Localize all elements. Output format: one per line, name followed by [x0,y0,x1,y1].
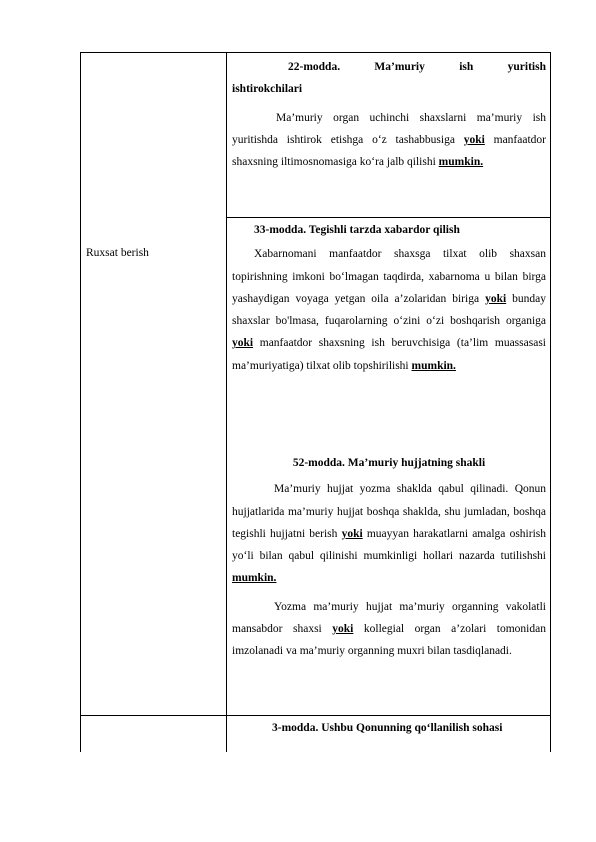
article-52-paragraph-1: Ma’muriy hujjat yozma shaklda qabul qilinadi. Qonun hujjatlarida ma’muriy hujjat boshqa shaklda, shu jumladan, boshqa tegishli hujjatni berish yoki muayyan harakatlarni amalga oshirish yo‘li bilan qabul qilinishi mumkinligi hollari nazarda tutilishshi mumkin. [232,483,546,585]
yoki-emphasis: yoki [332,623,354,636]
article-22-text: Ma’muriy organ uchinchi shaxslarni ma’muriy ish yuritishda ishtirok etishga o‘z tashabbusiga yoki manfaatdor shaxsning iltimosnomasiga ko‘ra jalb qilishi mumkin. [232,111,546,169]
article-33-text: Xabarnomani manfaatdor shaxsga tilxat olib shaxsan topirishning imkoni bo‘lmagan taqdirda, xabarnoma u bilan birga yashaydigan voyaga yetgan oila a’zolaridan biriga yoki bunday shaxslar bo'lmasa, fuqarolarning o‘zini o‘zi boshqarish organiga yoki manfaatdor shaxsning ish beruvchisiga (ta’lim muassasasi ma’muriyatiga) tilxat olib topshirilishi mumkin. [232,248,546,372]
article-52-paragraph-2: Yozma ma’muriy hujjat ma’muriy organning vakolatli mansabdor shaxsi yoki kollegial organ a’zolari tomonidan imzolanadi va ma’muriy organning muxri bilan tasdiqlanadi. [232,600,546,658]
article-3 [232,717,546,739]
article-52 [232,452,546,663]
mumkin-emphasis: mumkin. [438,156,484,169]
article-33 [232,219,546,377]
article-3-heading: 3-modda. Ushbu Qonunning qo‘llanilish sohasi [272,722,503,734]
left-cell-label: Ruxsat berish [86,247,149,259]
yoki-emphasis: yoki [463,133,485,146]
article-33-heading: 33-modda. Tegishli tarzda xabardor qilish [254,224,460,236]
table-right-border [550,52,551,752]
table-top-border [80,52,550,53]
table-middle-border [226,52,227,752]
row-divider-2 [80,715,550,716]
article-22-heading-cont: ishtirokchilari [232,83,303,96]
mumkin-emphasis: mumkin. [411,359,456,372]
yoki-emphasis: yoki [341,527,363,540]
article-22-heading: 22-modda. Ma’muriy ish yuritish [288,61,546,73]
mumkin-emphasis: mumkin. [232,572,277,585]
article-22 [232,56,546,173]
yoki-emphasis: yoki [232,337,254,350]
table-left-border [80,52,81,752]
yoki-emphasis: yoki [485,292,507,305]
article-52-heading: 52-modda. Ma’muriy hujjatning shakli [292,457,486,469]
row-divider-1 [226,217,550,218]
